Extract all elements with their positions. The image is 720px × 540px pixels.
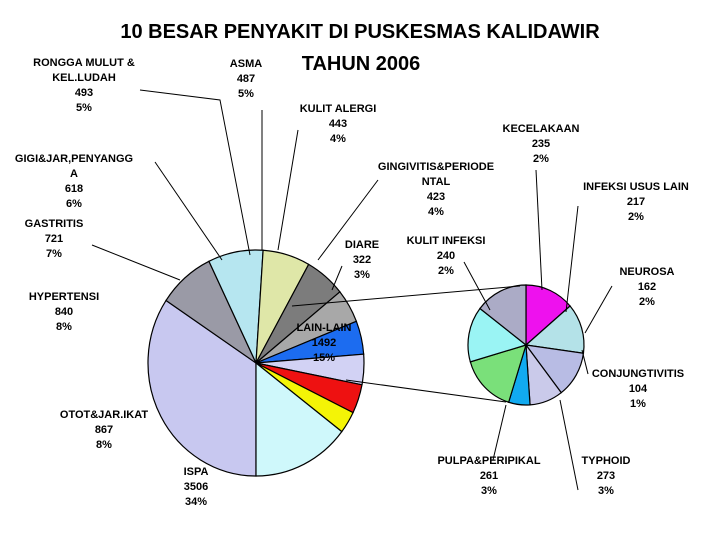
- main-label-asma: ASMA 487 5%: [229, 58, 263, 100]
- chart-title-line2: TAHUN 2006: [301, 53, 421, 75]
- sub-label-neurosa: NEUROSA 162 2%: [619, 266, 675, 308]
- sub-leader-typhoid: [560, 400, 578, 490]
- sub-label-kulit-infeksi: KULIT INFEKSI 240 2%: [406, 235, 486, 277]
- sub-label-typhoid: TYPHOID 273 3%: [581, 455, 631, 497]
- sub-label-kecelakaan: KECELAKAAN 235 2%: [502, 123, 580, 165]
- main-leader-rongga-mulut-kel-ludah: [140, 90, 250, 255]
- sub-leader-infeksi-usus-lain: [566, 206, 578, 312]
- main-label-diare: DIARE 322 3%: [344, 239, 380, 281]
- sub-label-conjungtivitis: CONJUNGTIVITIS 104 1%: [591, 368, 685, 410]
- chart-title-line1: 10 BESAR PENYAKIT DI PUSKESMAS KALIDAWIR: [120, 21, 600, 43]
- main-leader-gigi-jar-penyangg-a: [155, 162, 222, 260]
- sub-label-pulpa-peripikal: PULPA&PERIPIKAL 261 3%: [437, 455, 541, 497]
- sub-leader-pulpa-peripikal: [493, 405, 506, 460]
- main-leader-diare: [332, 266, 342, 290]
- main-label-hypertensi: HYPERTENSI 840 8%: [28, 291, 100, 333]
- main-leader-gastritis: [92, 245, 180, 280]
- main-label-otot-jar-ikat: OTOT&JAR.IKAT 867 8%: [59, 409, 149, 451]
- main-leader-kulit-alergi: [278, 130, 298, 250]
- sub-leader-neurosa: [585, 286, 612, 333]
- sub-leader-kecelakaan: [536, 170, 542, 290]
- sub-leader-kulit-infeksi: [464, 262, 490, 310]
- main-label-lain-lain: LAIN-LAIN 1492 15%: [296, 322, 352, 364]
- main-label-rongga-mulut-kel-ludah: RONGGA MULUT & KEL.LUDAH 493 5%: [33, 57, 135, 114]
- main-label-kulit-alergi: KULIT ALERGI 443 4%: [299, 103, 377, 145]
- sub-leader-conjungtivitis: [582, 350, 588, 374]
- main-label-ispa: ISPA 3506 34%: [183, 466, 209, 508]
- main-label-gingivitis-periode-ntal: GINGIVITIS&PERIODE NTAL 423 4%: [377, 161, 495, 218]
- main-label-gigi-jar-penyangg-a: GIGI&JAR,PENYANGG A 618 6%: [14, 153, 134, 210]
- data-labels: [15, 57, 689, 508]
- sub-label-infeksi-usus-lain: INFEKSI USUS LAIN 217 2%: [583, 181, 689, 223]
- main-label-gastritis: GASTRITIS 721 7%: [24, 218, 84, 260]
